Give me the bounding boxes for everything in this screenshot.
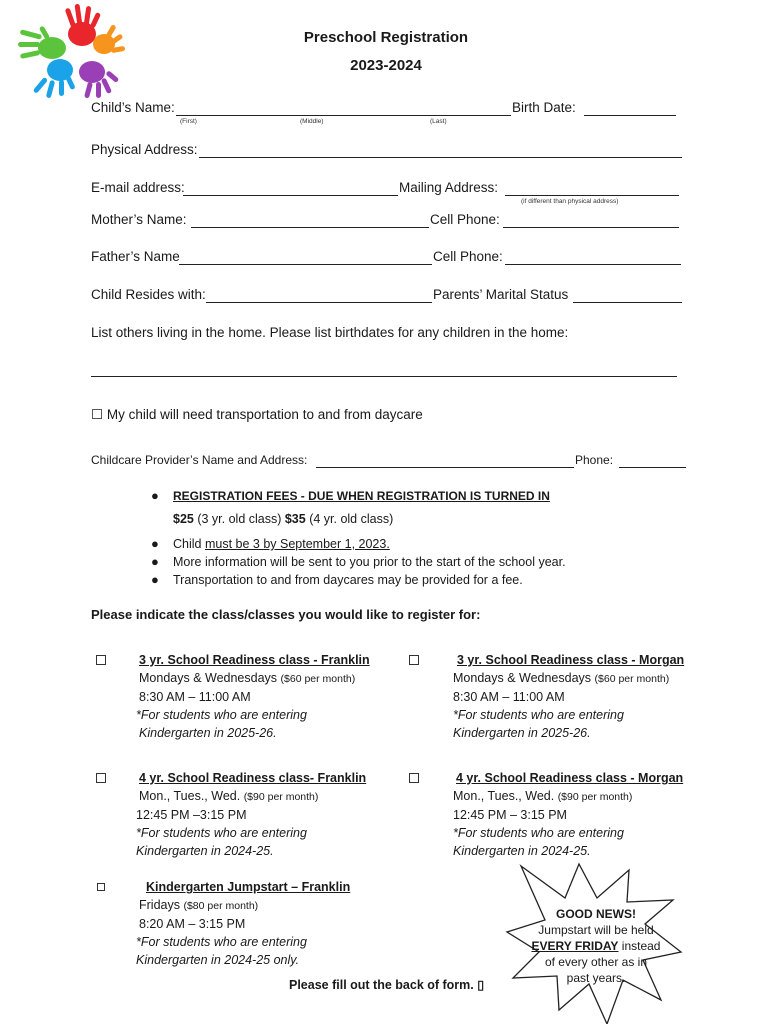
class-time: 8:30 AM – 11:00 AM [453,690,565,704]
bullet-dot: ● [151,488,159,503]
class-4yr-franklin [136,769,367,860]
class-title: 4 yr. School Readiness class- Franklin [139,771,367,785]
fees-heading: REGISTRATION FEES - DUE WHEN REGISTRATION IS TURNED IN [173,489,550,503]
email-line[interactable] [183,195,398,196]
class-price: ($90 per month) [557,791,633,803]
class-checkbox-4yr-franklin[interactable] [96,773,106,783]
class-time: 8:30 AM – 11:00 AM [139,690,251,704]
mother-cell-label: Cell Phone: [430,212,500,227]
class-jumpstart [136,878,351,969]
list-others-line[interactable] [91,376,677,377]
child-resides-line[interactable] [206,302,432,303]
star-line1: GOOD NEWS! [556,907,636,921]
age-requirement [173,537,390,551]
provider-phone-label: Phone: [575,453,614,467]
footer-note: Please fill out the back of form. ▯ [289,978,485,992]
class-title: Kindergarten Jumpstart – Franklin [146,880,351,894]
mailing-address-label: Mailing Address: [399,180,499,195]
star-line5: past years. [566,971,626,985]
bullet-dot: ● [151,536,159,551]
class-time: 12:45 PM – 3:15 PM [453,808,567,822]
class-3yr-morgan [453,651,684,742]
mothers-name-line[interactable] [191,227,429,228]
marital-status-line[interactable] [573,302,682,303]
fathers-name-line[interactable] [179,264,432,265]
class-price: ($90 per month) [243,791,319,803]
child-prefix: Child [173,537,205,551]
class-note1: *For students who are entering [453,826,624,840]
class-note2: Kindergarten in 2024-25 only. [136,953,300,967]
class-days: Mon., Tues., Wed. [453,789,555,803]
class-days: Mondays & Wednesdays [453,671,592,685]
class-note2: Kindergarten in 2025-26. [453,726,591,740]
marital-status-label: Parents’ Marital Status [433,287,569,302]
star-line4: of every other as in [544,955,648,969]
fee-35: $35 [284,512,306,526]
class-note2: Kindergarten in 2024-25. [453,844,591,858]
class-title: 3 yr. School Readiness class - Morgan [457,653,685,667]
class-note2: Kindergarten in 2025-26. [139,726,277,740]
class-days-row [453,669,684,688]
class-time: 8:20 AM – 3:15 PM [139,917,246,931]
more-info-text: More information will be sent to you prior to the start of the school year. [173,555,566,569]
father-cell-label: Cell Phone: [433,249,503,264]
class-days: Mondays & Wednesdays [139,671,278,685]
class-checkbox-4yr-morgan[interactable] [409,773,419,783]
class-note2: Kindergarten in 2024-25. [136,844,274,858]
father-cell-line[interactable] [505,264,681,265]
fathers-name-label: Father’s Name [91,249,180,264]
if-different-hint: (if different than physical address) [521,198,619,205]
transportation-checkbox[interactable]: ☐ My child will need transportation to and from daycare [91,407,423,422]
transport-fee-text: Transportation to and from daycares may be provided for a fee. [173,573,523,587]
fee-35-desc: (4 yr. old class) [305,512,394,526]
class-days-row [139,669,370,688]
child-name-line[interactable] [176,115,511,116]
class-checkbox-3yr-franklin[interactable] [96,655,106,665]
child-name-label: Child’s Name: [91,100,175,115]
child-must-text: must be 3 by September 1, 2023. [204,537,390,551]
physical-address-label: Physical Address: [91,142,198,157]
star-line3 [510,938,682,954]
bullet-dot: ● [151,554,159,569]
first-hint: (First) [180,118,197,125]
class-note1: *For students who are entering [136,826,307,840]
handprints-logo [12,4,132,100]
mailing-address-line[interactable] [505,195,679,196]
class-price: ($60 per month) [280,673,356,685]
star-line3b: instead [618,939,661,953]
class-3yr-franklin [136,651,370,742]
birth-date-line[interactable] [584,115,676,116]
class-price: ($80 per month) [183,900,259,912]
class-days-row [139,896,350,915]
class-time: 12:45 PM –3:15 PM [136,808,247,822]
childcare-provider-label: Childcare Provider’s Name and Address: [91,453,308,467]
class-note1: *For students who are entering [136,708,307,722]
fees-line [173,512,393,526]
class-title: 4 yr. School Readiness class - Morgan [456,771,684,785]
middle-hint: (Middle) [300,118,324,125]
star-line2: Jumpstart will be held [538,923,654,937]
good-news-callout [510,906,682,986]
every-friday: EVERY FRIDAY [531,939,619,953]
class-days: Mon., Tues., Wed. [139,789,241,803]
class-note1: *For students who are entering [453,708,624,722]
classes-prompt: Please indicate the class/classes you would like to register for: [91,607,481,622]
physical-address-line[interactable] [199,157,682,158]
list-others-label: List others living in the home. Please list birthdates for any children in the home: [91,325,569,340]
last-hint: (Last) [430,118,447,125]
mother-cell-line[interactable] [503,227,679,228]
mothers-name-label: Mother’s Name: [91,212,187,227]
form-year: 2023-2024 [350,57,422,74]
class-title: 3 yr. School Readiness class - Franklin [139,653,370,667]
fee-25-desc: (3 yr. old class) [193,512,285,526]
class-checkbox-3yr-morgan[interactable] [409,655,419,665]
provider-phone-line[interactable] [619,467,686,468]
class-days-row [139,787,366,806]
email-label: E-mail address: [91,180,185,195]
child-resides-label: Child Resides with: [91,287,206,302]
fee-25: $25 [173,512,194,526]
bullet-dot: ● [151,572,159,587]
class-days-row [453,787,683,806]
class-note1: *For students who are entering [136,935,307,949]
class-price: ($60 per month) [594,673,670,685]
birth-date-label: Birth Date: [512,100,576,115]
class-4yr-morgan [453,769,683,860]
form-title: Preschool Registration [303,29,469,46]
class-checkbox-jumpstart[interactable] [97,883,105,891]
class-days: Fridays [139,898,180,912]
childcare-provider-line[interactable] [316,467,574,468]
